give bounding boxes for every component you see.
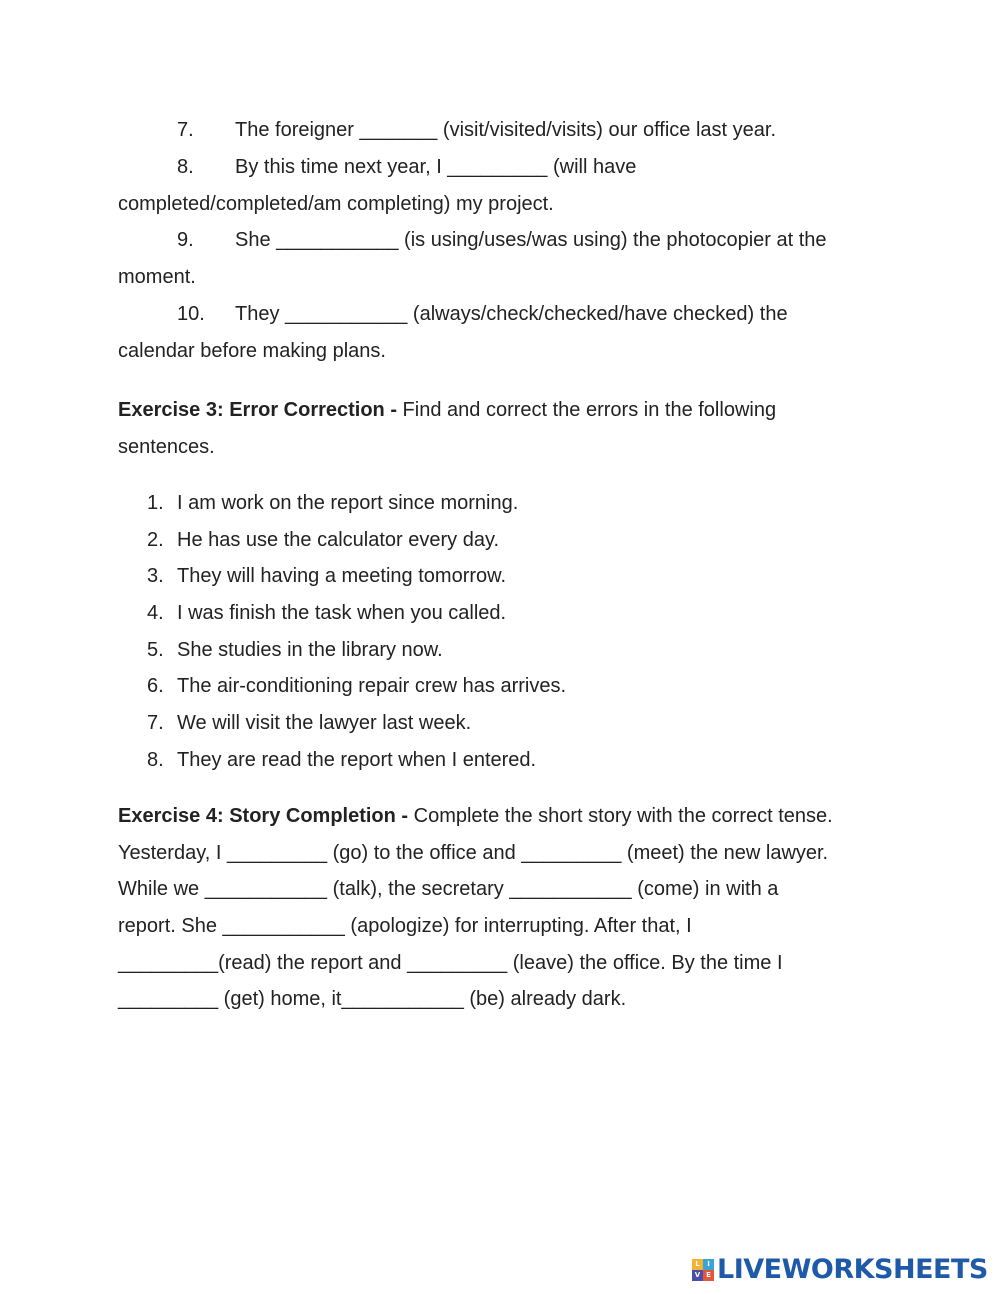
ex2-item-8 <box>177 155 636 179</box>
list-item <box>147 638 443 662</box>
item-text: The foreigner _______ (visit/visited/visits) our office last year. <box>235 119 776 141</box>
item-number: 9. <box>177 229 194 251</box>
item-number: 10. <box>177 303 205 325</box>
list-number: 4. <box>147 602 164 624</box>
list-item <box>147 528 499 552</box>
ex2-item-9 <box>177 228 827 252</box>
ex2-item-7 <box>177 118 776 142</box>
ex2-item-9-continued: moment. <box>118 266 196 288</box>
list-item <box>147 674 566 698</box>
exercise4-instruction: Complete the short story with the correct tense. <box>408 805 833 827</box>
logo-text: LIVEWORKSHEETS <box>717 1254 988 1285</box>
exercise3-instruction-continued: sentences. <box>118 436 215 458</box>
item-text: She ___________ (is using/uses/was using) the photocopier at the <box>235 229 827 251</box>
story-line: _________ (get) home, it___________ (be) already dark. <box>118 988 627 1010</box>
liveworksheets-icon <box>692 1259 714 1281</box>
logo-tile: L <box>692 1259 703 1270</box>
item-number: 7. <box>177 119 194 141</box>
ex2-item-10-continued: calendar before making plans. <box>118 340 386 362</box>
item-text: By this time next year, I _________ (will have <box>235 156 637 178</box>
list-text: I was finish the task when you called. <box>177 602 507 624</box>
item-number: 8. <box>177 156 194 178</box>
list-number: 8. <box>147 749 164 771</box>
list-item <box>147 748 536 772</box>
list-text: The air-conditioning repair crew has arrives. <box>177 675 567 697</box>
story-line: While we ___________ (talk), the secretary ___________ (come) in with a <box>118 878 779 900</box>
list-text: They are read the report when I entered. <box>177 749 537 771</box>
list-number: 6. <box>147 675 164 697</box>
ex2-item-8-continued: completed/completed/am completing) my project. <box>118 193 554 215</box>
list-number: 3. <box>147 565 164 587</box>
liveworksheets-logo <box>692 1254 988 1286</box>
list-number: 7. <box>147 712 164 734</box>
list-text: We will visit the lawyer last week. <box>177 712 472 734</box>
item-text: They ___________ (always/check/checked/have checked) the <box>235 303 788 325</box>
list-number: 1. <box>147 492 164 514</box>
list-item <box>147 601 506 625</box>
story-line: _________(read) the report and _________ (leave) the office. By the time I <box>118 952 783 974</box>
list-item <box>147 711 471 735</box>
list-text: They will having a meeting tomorrow. <box>177 565 507 587</box>
list-number: 2. <box>147 529 164 551</box>
exercise3-instruction: Find and correct the errors in the following <box>397 399 777 421</box>
list-item <box>147 564 506 588</box>
list-text: I am work on the report since morning. <box>177 492 519 514</box>
list-text: He has use the calculator every day. <box>177 529 500 551</box>
exercise3-title: Exercise 3: Error Correction - <box>118 399 397 421</box>
ex2-item-10 <box>177 302 788 326</box>
logo-tile: E <box>703 1270 714 1281</box>
story-line: report. She ___________ (apologize) for interrupting. After that, I <box>118 915 692 937</box>
logo-tile: V <box>692 1270 703 1281</box>
logo-tile: I <box>703 1259 714 1270</box>
exercise3-heading <box>118 398 776 422</box>
list-text: She studies in the library now. <box>177 639 443 661</box>
exercise4-heading <box>118 804 833 828</box>
list-number: 5. <box>147 639 164 661</box>
list-item <box>147 491 518 515</box>
exercise4-title: Exercise 4: Story Completion - <box>118 805 409 827</box>
story-line: Yesterday, I _________ (go) to the office and _________ (meet) the new lawyer. <box>118 842 829 864</box>
